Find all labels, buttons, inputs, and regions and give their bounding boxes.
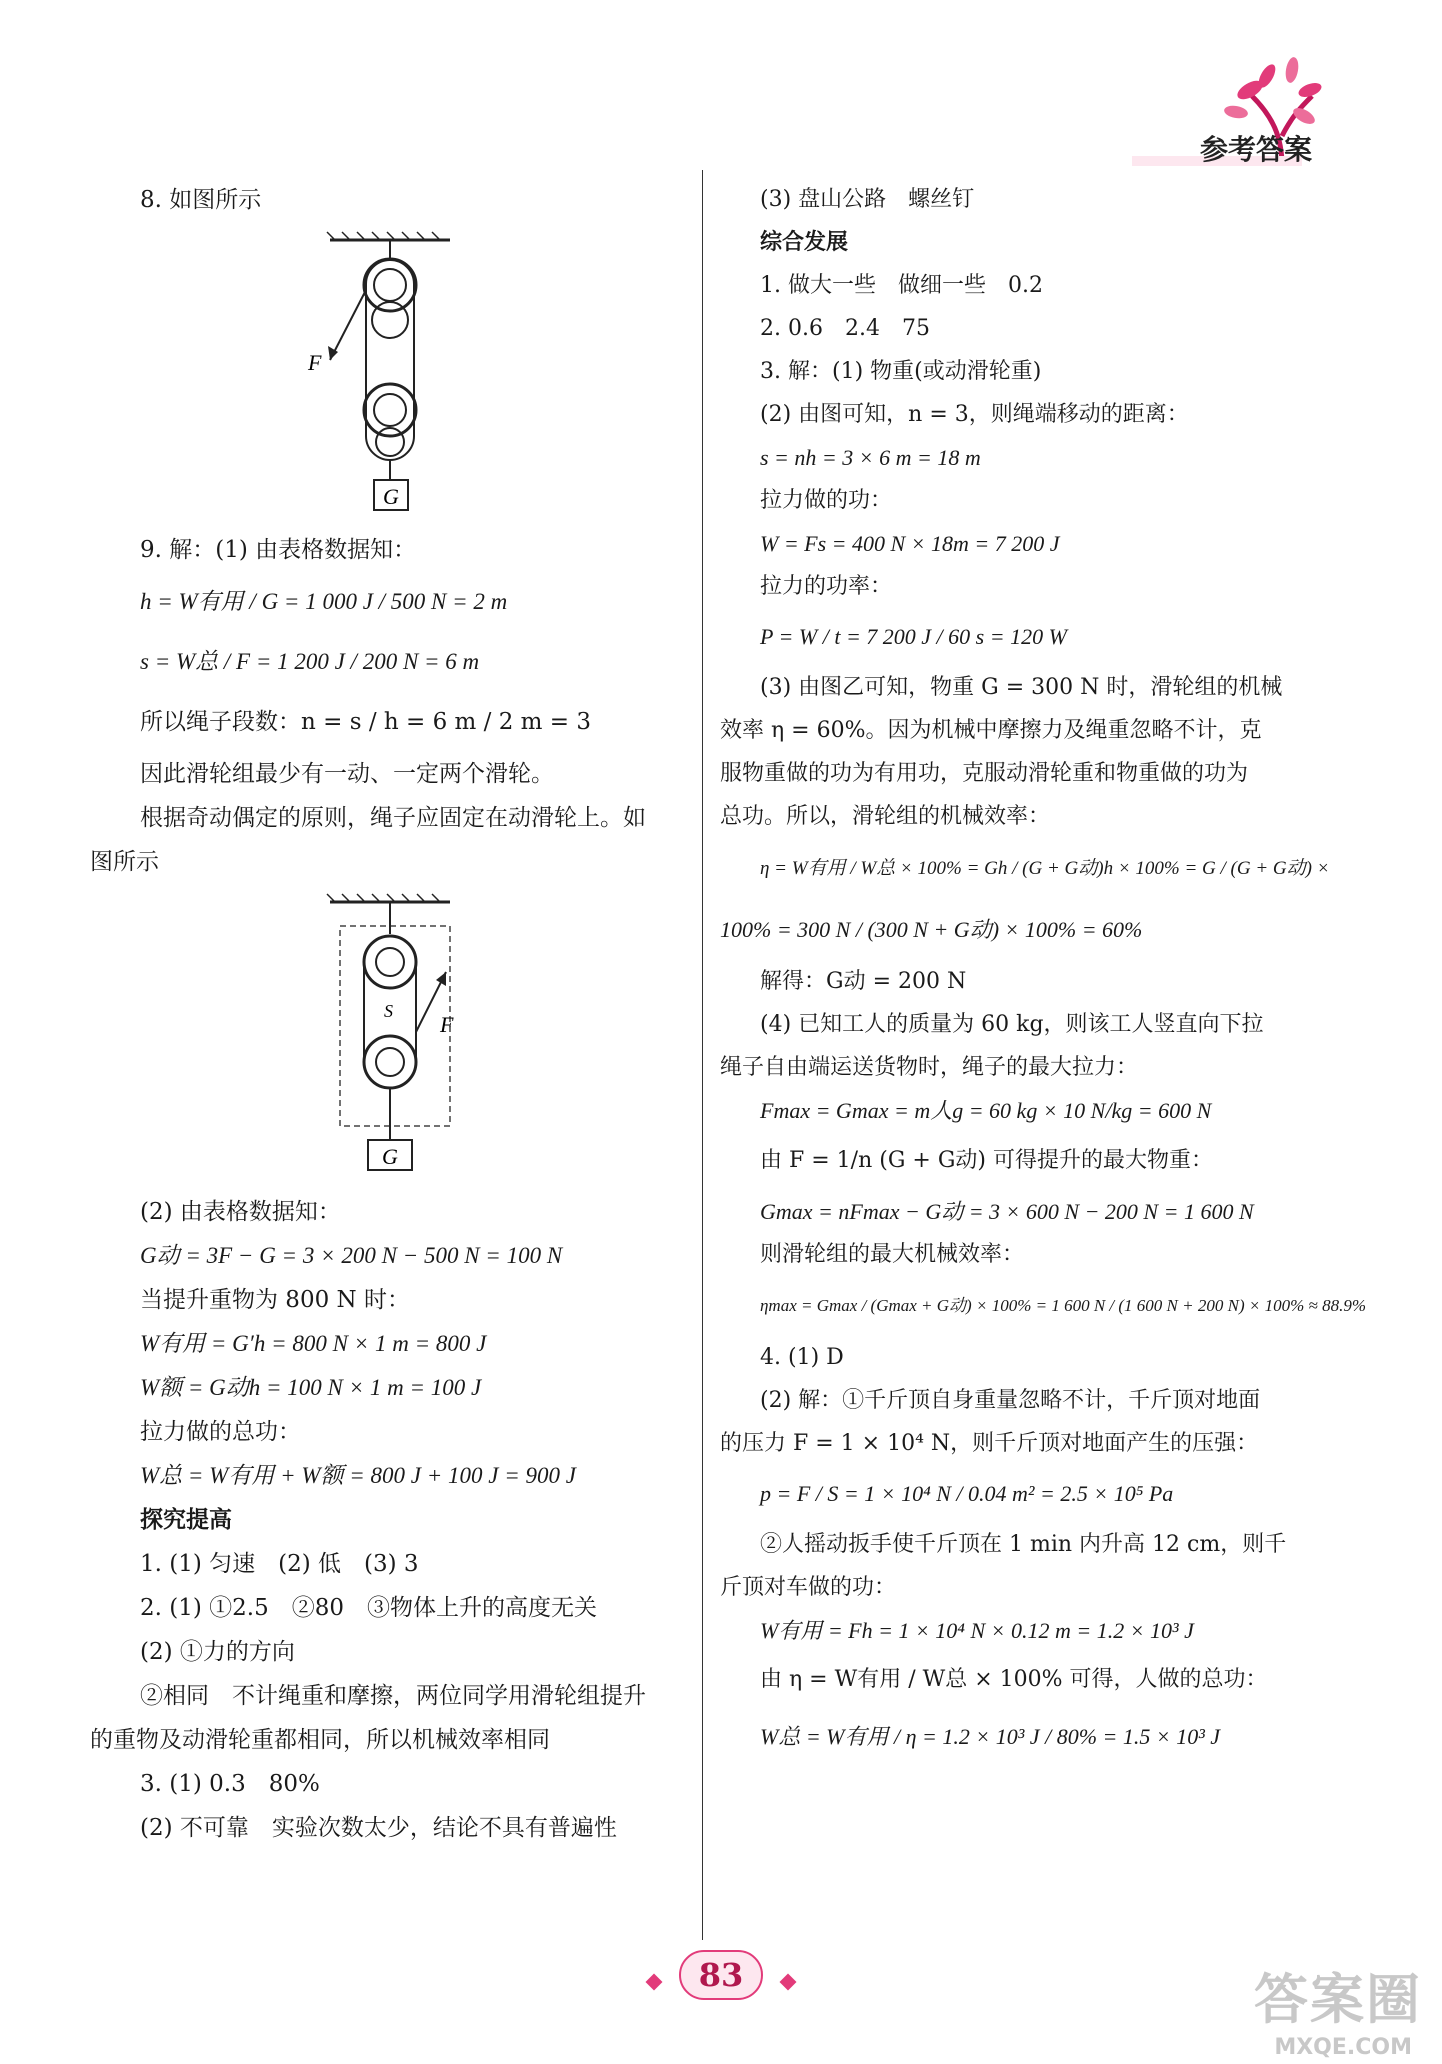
z3e4: 总功。所以，滑轮组的机械效率： — [720, 804, 1051, 829]
eq-w: W = Fs = 400 N × 18m = 7 200 J — [760, 531, 1060, 556]
pulley-diagram-1 — [300, 230, 480, 520]
diamond-left-icon — [645, 1973, 662, 1990]
eq-p: P = W / t = 7 200 J / 60 s = 120 W — [760, 624, 1067, 649]
fig1-weight-label: G — [383, 484, 399, 509]
page-number: 83 — [679, 1950, 764, 2000]
eq-h: h = W有用 / G = 1 000 J / 500 N = 2 m — [140, 589, 508, 614]
z3h: 则滑轮组的最大机械效率： — [760, 1242, 1025, 1267]
z4c2: 斤顶对车做的功： — [720, 1575, 897, 1600]
r0: (3) 盘山公路 螺丝钉 — [760, 187, 975, 212]
line-b2: 图所示 — [90, 849, 159, 875]
eq-eta2: 100% = 300 N / (300 N + G动) × 100% = 60% — [720, 917, 1143, 942]
left-column — [90, 178, 690, 1850]
z3d: 拉力的功率： — [760, 574, 893, 599]
t2c1: ②相同 不计绳重和摩擦，两位同学用滑轮组提升 — [140, 1683, 646, 1709]
column-divider — [702, 170, 703, 1940]
eq-f: 由 F = 1/n (G + G动) 可得提升的最大物重： — [760, 1148, 1213, 1173]
eq-gmax: Gmax = nFmax − G动 = 3 × 600 N − 200 N = 1 600 N — [760, 1199, 1254, 1224]
z3e2: 效率 η = 60%。因为机械中摩擦力及绳重忽略不计，克 — [720, 718, 1262, 743]
fig2-force-label: F — [440, 1012, 454, 1037]
fig2-mark-label: S — [384, 1001, 393, 1021]
z3b: (2) 由图可知，n = 3，则绳端移动的距离： — [760, 402, 1189, 427]
eq-etamax: ηmax = Gmax / (Gmax + G动) × 100% = 1 600 N / (1 600 N + 200 N) × 100% ≈ 88.9% — [760, 1296, 1366, 1315]
eq-wzong: W总 = W有用 + W额 = 800 J + 100 J = 900 J — [140, 1463, 576, 1488]
eq-gdong: G动 = 3F − G = 3 × 200 N − 500 N = 100 N — [140, 1243, 563, 1268]
fig1-force-label: F — [308, 350, 322, 375]
z3c: 拉力做的功： — [760, 488, 893, 513]
header-title: 参考答案 — [1199, 133, 1312, 166]
z4: 4. (1) D — [760, 1345, 844, 1370]
eq-s: s = W总 / F = 1 200 J / 200 N = 6 m — [140, 649, 480, 674]
z4b1: (2) 解：①千斤顶自身重量忽略不计，千斤顶对地面 — [760, 1388, 1261, 1413]
footer — [0, 1950, 1442, 2000]
z4c1: ②人摇动扳手使千斤顶在 1 min 内升高 12 cm，则千 — [760, 1532, 1287, 1557]
eq-eta3: 由 η = W有用 / W总 × 100% 可得，人做的总功： — [760, 1667, 1268, 1692]
q9-2: (2) 由表格数据知： — [140, 1199, 341, 1225]
t2: 2. (1) ①2.5 ②80 ③物体上升的高度无关 — [140, 1595, 597, 1621]
pulley-diagram-2 — [300, 892, 480, 1182]
z3f: 解得：G动 = 200 N — [760, 969, 967, 994]
q9-intro: 9. 解：(1) 由表格数据知： — [140, 537, 417, 563]
z3g1: (4) 已知工人的质量为 60 kg，则该工人竖直向下拉 — [760, 1012, 1264, 1037]
z3e3: 服物重做的功为有用功，克服动滑轮重和物重做的功为 — [720, 761, 1249, 786]
t2b: (2) ①力的方向 — [140, 1639, 295, 1665]
z3e1: (3) 由图乙可知，物重 G = 300 N 时，滑轮组的机械 — [760, 675, 1283, 700]
section-tanjiu: 探究提高 — [140, 1507, 232, 1533]
watermark-logo: 答案圈 — [1254, 1968, 1422, 2031]
line-d: 拉力做的总功： — [140, 1419, 301, 1445]
z1: 1. 做大一些 做细一些 0.2 — [760, 273, 1043, 298]
t3b: (2) 不可靠 实验次数太少，结论不具有普遍性 — [140, 1815, 617, 1841]
eq-wyou2: W有用 = Fh = 1 × 10⁴ N × 0.12 m = 1.2 × 10³ J — [760, 1618, 1194, 1643]
line-b1: 根据奇动偶定的原则，绳子应固定在动滑轮上。如 — [140, 805, 646, 831]
eq-wzong2: W总 = W有用 / η = 1.2 × 10³ J / 80% = 1.5 × 10³ J — [760, 1724, 1221, 1749]
watermark-url: MXQE.COM — [1274, 2035, 1412, 2060]
diamond-right-icon — [780, 1973, 797, 1990]
eq-s2: s = nh = 3 × 6 m = 18 m — [760, 445, 981, 470]
q8-line: 8. 如图所示 — [140, 187, 262, 213]
eq-n: 所以绳子段数：n = s / h = 6 m / 2 m = 3 — [140, 709, 591, 735]
z3: 3. 解：(1) 物重(或动滑轮重) — [760, 359, 1042, 384]
t2c2: 的重物及动滑轮重都相同，所以机械效率相同 — [90, 1727, 550, 1753]
t1: 1. (1) 匀速 (2) 低 (3) 3 — [140, 1551, 419, 1577]
eq-fmax: Fmax = Gmax = m人g = 60 kg × 10 N/kg = 600 N — [760, 1098, 1212, 1123]
z3g2: 绳子自由端运送货物时，绳子的最大拉力： — [720, 1055, 1139, 1080]
line-a: 因此滑轮组最少有一动、一定两个滑轮。 — [140, 761, 554, 787]
t3: 3. (1) 0.3 80% — [140, 1771, 320, 1797]
z2: 2. 0.6 2.4 75 — [760, 316, 930, 341]
z4b2: 的压力 F = 1 × 10⁴ N，则千斤顶对地面产生的压强： — [720, 1431, 1259, 1456]
header — [1132, 56, 1322, 180]
section-zonghe: 综合发展 — [760, 230, 849, 255]
eq-we: W额 = G动h = 100 N × 1 m = 100 J — [140, 1375, 482, 1400]
fig2-weight-label: G — [382, 1144, 398, 1169]
right-column — [720, 178, 1366, 1766]
eq-pa: p = F / S = 1 × 10⁴ N / 0.04 m² = 2.5 × 10⁵ Pa — [760, 1481, 1174, 1506]
eq-wyou: W有用 = G′h = 800 N × 1 m = 800 J — [140, 1331, 487, 1356]
eq-eta1: η = W有用 / W总 × 100% = Gh / (G + G动)h × 100% = G / (G + G动) × — [760, 858, 1330, 879]
line-c: 当提升重物为 800 N 时： — [140, 1287, 410, 1313]
